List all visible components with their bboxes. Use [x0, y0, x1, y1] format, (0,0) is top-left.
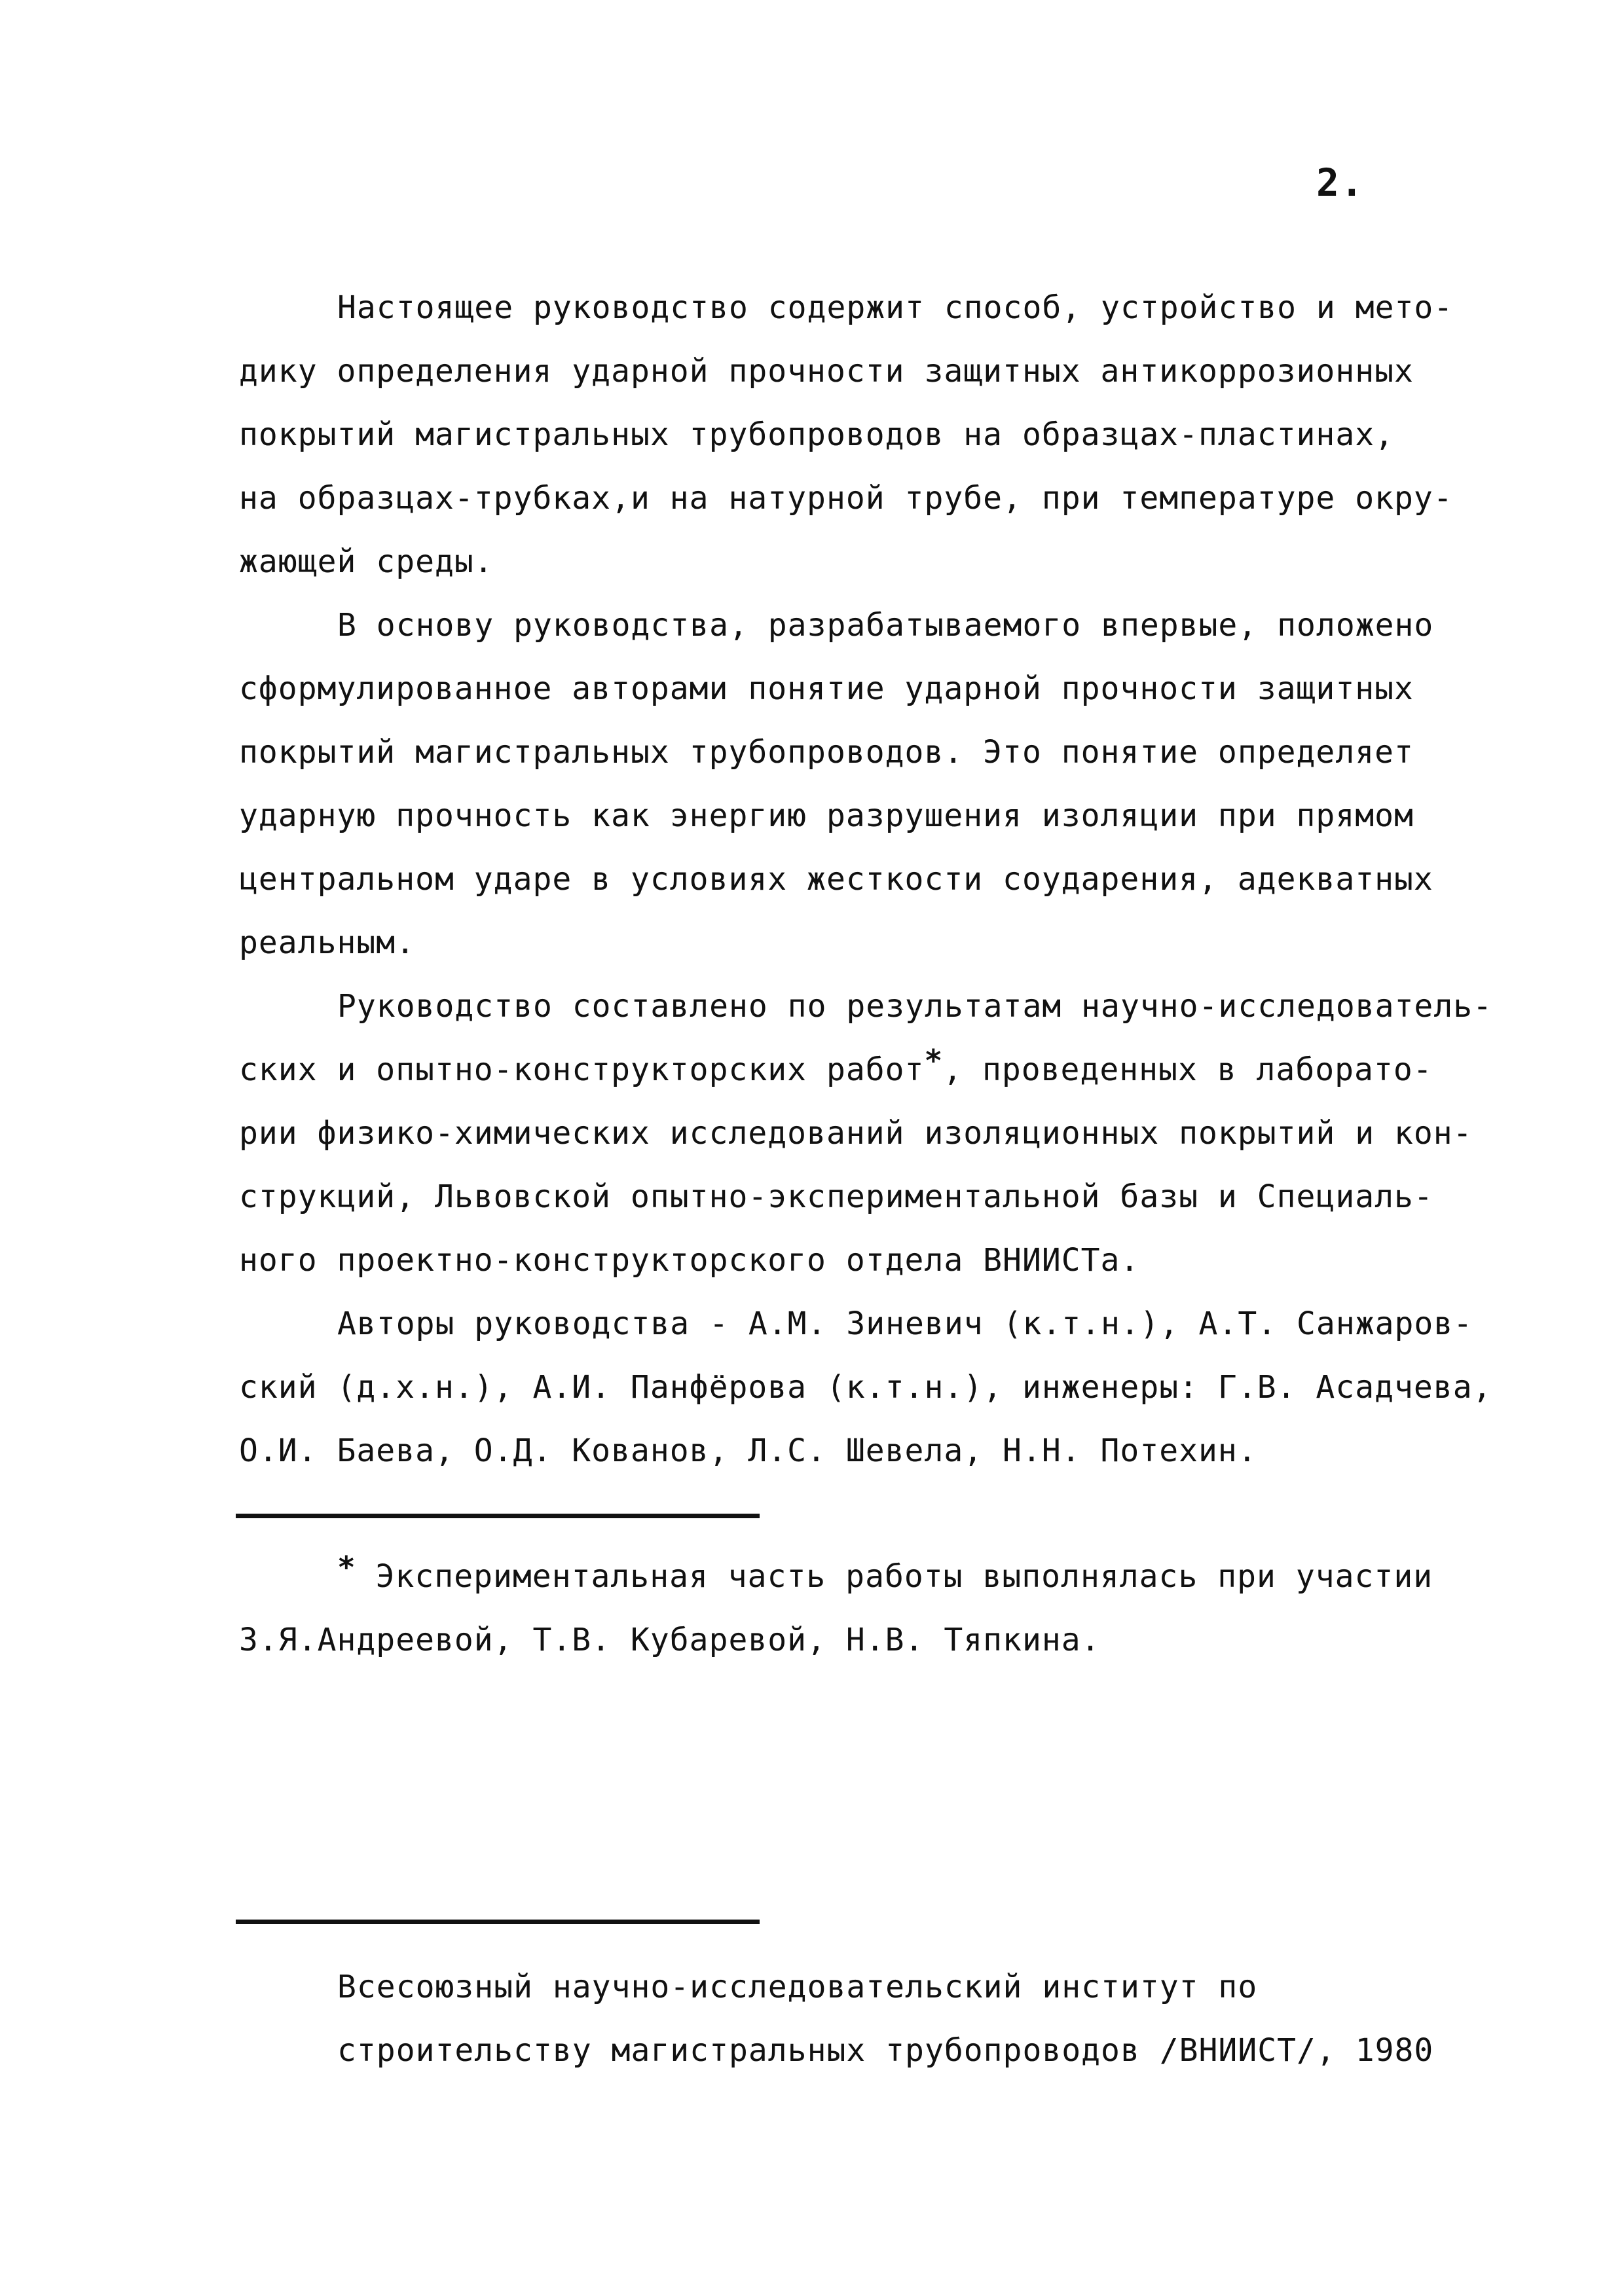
line-text: , проведенных в лаборато-	[943, 1051, 1433, 1088]
footnote-line: З.Я.Андреевой, Т.В. Кубаревой, Н.В. Тяпкина.	[239, 1622, 1101, 1658]
footnote-divider	[236, 1514, 760, 1518]
paragraph-line: В основу руководства, разрабатываемого впервые, положено	[337, 607, 1434, 644]
paragraph-line: покрытий магистральных трубопроводов. Это понятие определяет	[239, 734, 1414, 771]
imprint-line: строительству магистральных трубопроводов /ВНИИСТ/, 1980	[337, 2032, 1434, 2069]
paragraph-line: дику определения ударной прочности защитных антикоррозионных	[239, 353, 1414, 390]
footnote-line	[337, 1550, 1433, 1596]
footnote-mark: *	[337, 1550, 356, 1585]
paragraph-line: Настоящее руководство содержит способ, устройство и мето-	[337, 289, 1454, 326]
paragraph-line: на образцах-трубках,и на натурной трубе, при температуре окру-	[239, 480, 1453, 517]
paragraph-line: Руководство составлено по результатам научно-исследователь-	[337, 988, 1493, 1025]
footnote-reference: *	[924, 1043, 944, 1078]
paragraph-line: струкций, Львовской опытно-экспериментальной базы и Специаль-	[239, 1178, 1433, 1215]
paragraph-line: Авторы руководства - А.М. Зиневич (к.т.н.), А.Т. Санжаров-	[337, 1305, 1473, 1342]
paragraph-line: ного проектно-конструкторского отдела ВНИИСТа.	[239, 1242, 1140, 1279]
paragraph-line: покрытий магистральных трубопроводов на образцах-пластинах,	[239, 416, 1395, 453]
paragraph-line: сформулированное авторами понятие ударной прочности защитных	[239, 670, 1414, 707]
paragraph-line: рии физико-химических исследований изоляционных покрытий и кон-	[239, 1115, 1473, 1152]
paragraph-line	[239, 1043, 1433, 1089]
paragraph-line: О.И. Баева, О.Д. Кованов, Л.С. Шевела, Н.Н. Потехин.	[239, 1432, 1257, 1469]
footnote-text: Экспериментальная часть работы выполнялась при участии	[375, 1558, 1433, 1595]
paragraph-line: центральном ударе в условиях жесткости соударения, адекватных	[239, 861, 1433, 898]
paragraph-line: жающей среды.	[239, 543, 494, 580]
page-number: 2.	[1316, 160, 1365, 205]
paragraph-line: ударную прочность как энергию разрушения изоляции при прямом	[239, 797, 1414, 834]
imprint-line: Всесоюзный научно-исследовательский институт по	[337, 1969, 1258, 2005]
paragraph-line: ский (д.х.н.), А.И. Панфёрова (к.т.н.), инженеры: Г.В. Асадчева,	[239, 1369, 1492, 1406]
imprint-divider	[236, 1920, 760, 1924]
line-text: ских и опытно-конструкторских работ	[239, 1051, 925, 1088]
paragraph-line: реальным.	[239, 924, 416, 961]
